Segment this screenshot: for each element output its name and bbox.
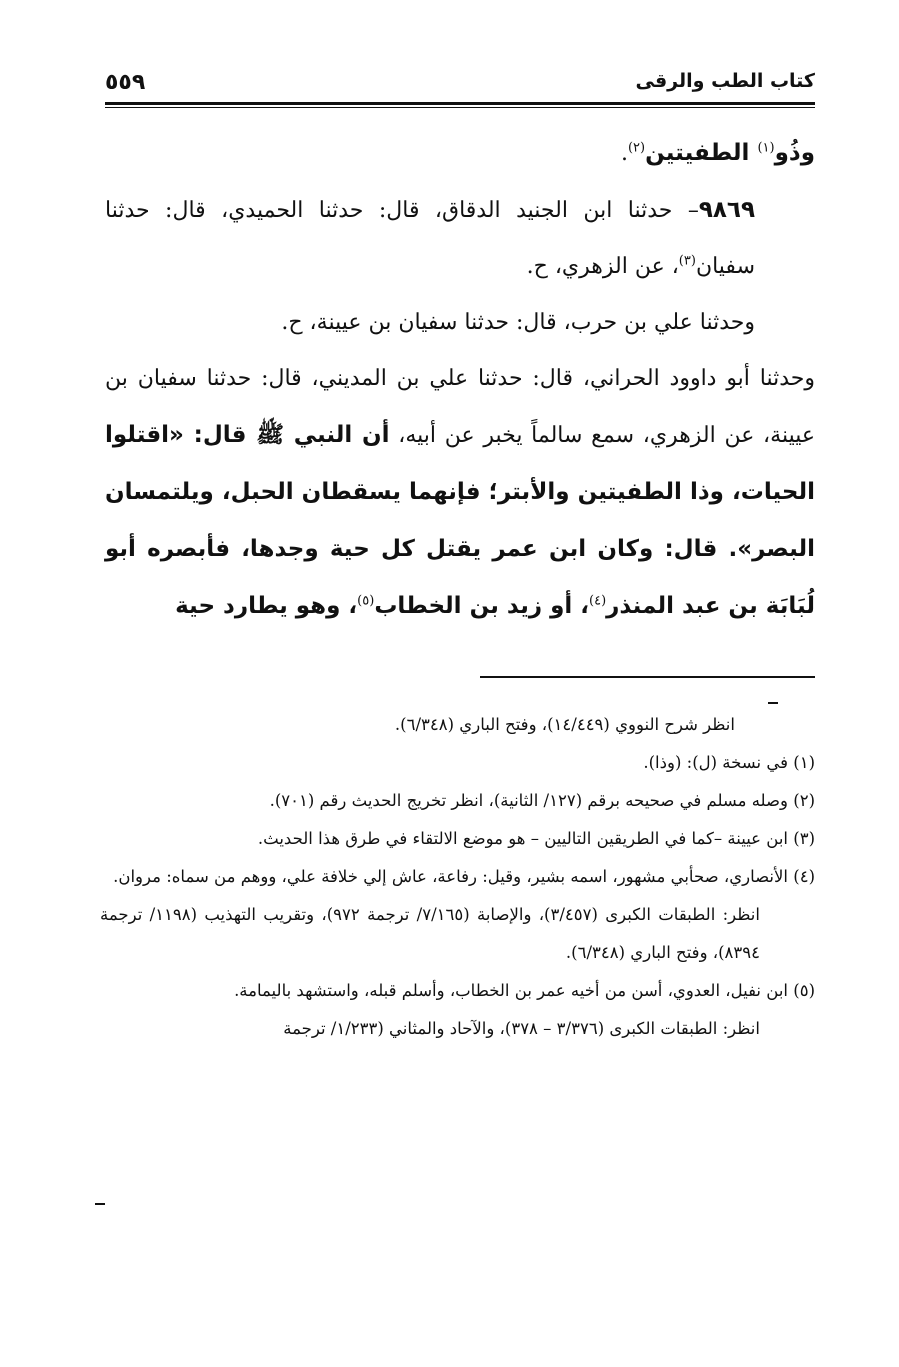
matn-paragraph: وحدثنا أبو داوود الحراني، قال: حدثنا علي بن المديني، قال: حدثنا سفيان بن عيينة، عن الزهري، سمع سالماً يخبر عن أبيه، أن النبي ﷺ قال: «اقتلوا الحيات، وذا الطفيتين والأبتر؛ فإنهما يسقطان الحبل، ويلتمسان البصر». قال: وكان ابن عمر يقتل كل حية وجدها، فأبصره أبو لُبَابَة بن عبد المنذر$^{(٤)}$، أو زيد بن الخطاب$^{(٥)}$، وهو يطارد حية bbox=[105, 366, 815, 619]
footnote-ref-4: (٤) bbox=[589, 593, 607, 609]
footnote-4: (٤) الأنصاري، صحأبي مشهور، اسمه بشير، وقيل: رفاعة، عاش إلي خلافة علي، ووهم من سماه: مروان. bbox=[113, 867, 815, 886]
footnote-1: (١) في نسخة (ل): (وذا). bbox=[643, 753, 815, 772]
continuation-mark bbox=[768, 702, 778, 704]
line-continuation: وذُو$^{(١)}$ الطفيتين$^{(٢)}$. bbox=[620, 140, 815, 166]
footnote-ref-2: (٢) bbox=[627, 140, 646, 156]
footnote-4-ref: انظر: الطبقات الكبرى (٣/٤٥٧)، والإصابة (٧/١٦٥/ ترجمة ٩٧٢)، وتقريب التهذيب (١١٩٨/ ترجمة ٨٣٩٤)، وفتح الباري (٦/٣٤٨). bbox=[100, 905, 760, 962]
page-header bbox=[105, 66, 815, 106]
footnote-3: (٣) ابن عيينة –كما في الطريقين التاليين – هو موضع الالتقاء في طرق هذا الحديث. bbox=[257, 829, 815, 848]
running-title: كتاب الطب والرقى bbox=[635, 70, 815, 92]
footnotes bbox=[100, 706, 815, 1048]
hadith-number: ٩٨٦٩ bbox=[698, 197, 755, 223]
continuation-mark-bottom bbox=[95, 1203, 105, 1205]
footnote-ref-1: (١) bbox=[757, 140, 775, 156]
footnote-separator bbox=[480, 676, 815, 678]
footnote-continuation: انظر شرح النووي (١٤/٤٤٩)، وفتح الباري (٦/٣٤٨). bbox=[394, 715, 735, 734]
footnote-2: (٢) وصله مسلم في صحيحه برقم (١٢٧/ الثانية)، انظر تخريج الحديث رقم (٧٠١). bbox=[269, 791, 815, 810]
footnote-5: (٥) ابن نفيل، العدوي، أسن من أخيه عمر بن الخطاب، وأسلم قبله، واستشهد باليمامة. bbox=[234, 981, 815, 1000]
isnad-line: وحدثنا علي بن حرب، قال: حدثنا سفيان بن عيينة، ح. bbox=[281, 310, 755, 335]
footnote-ref-5: (٥) bbox=[357, 593, 375, 609]
main-text bbox=[105, 125, 815, 635]
page-number: ٥٥٩ bbox=[105, 70, 146, 95]
header-rule-thin bbox=[105, 107, 815, 108]
footnote-5-ref: انظر: الطبقات الكبرى (٣/٣٧٦ – ٣٧٨)، والآحاد والمثاني (١/٢٣٣/ ترجمة bbox=[283, 1019, 760, 1038]
header-rule-thick bbox=[105, 102, 815, 105]
footnote-ref-3: (٣) bbox=[678, 253, 696, 269]
hadith-paragraph: ٩٨٦٩– حدثنا ابن الجنيد الدقاق، قال: حدثنا الحميدي، قال: حدثنا سفيان$^{(٣)}$، عن الزهري، ح. bbox=[105, 197, 755, 279]
